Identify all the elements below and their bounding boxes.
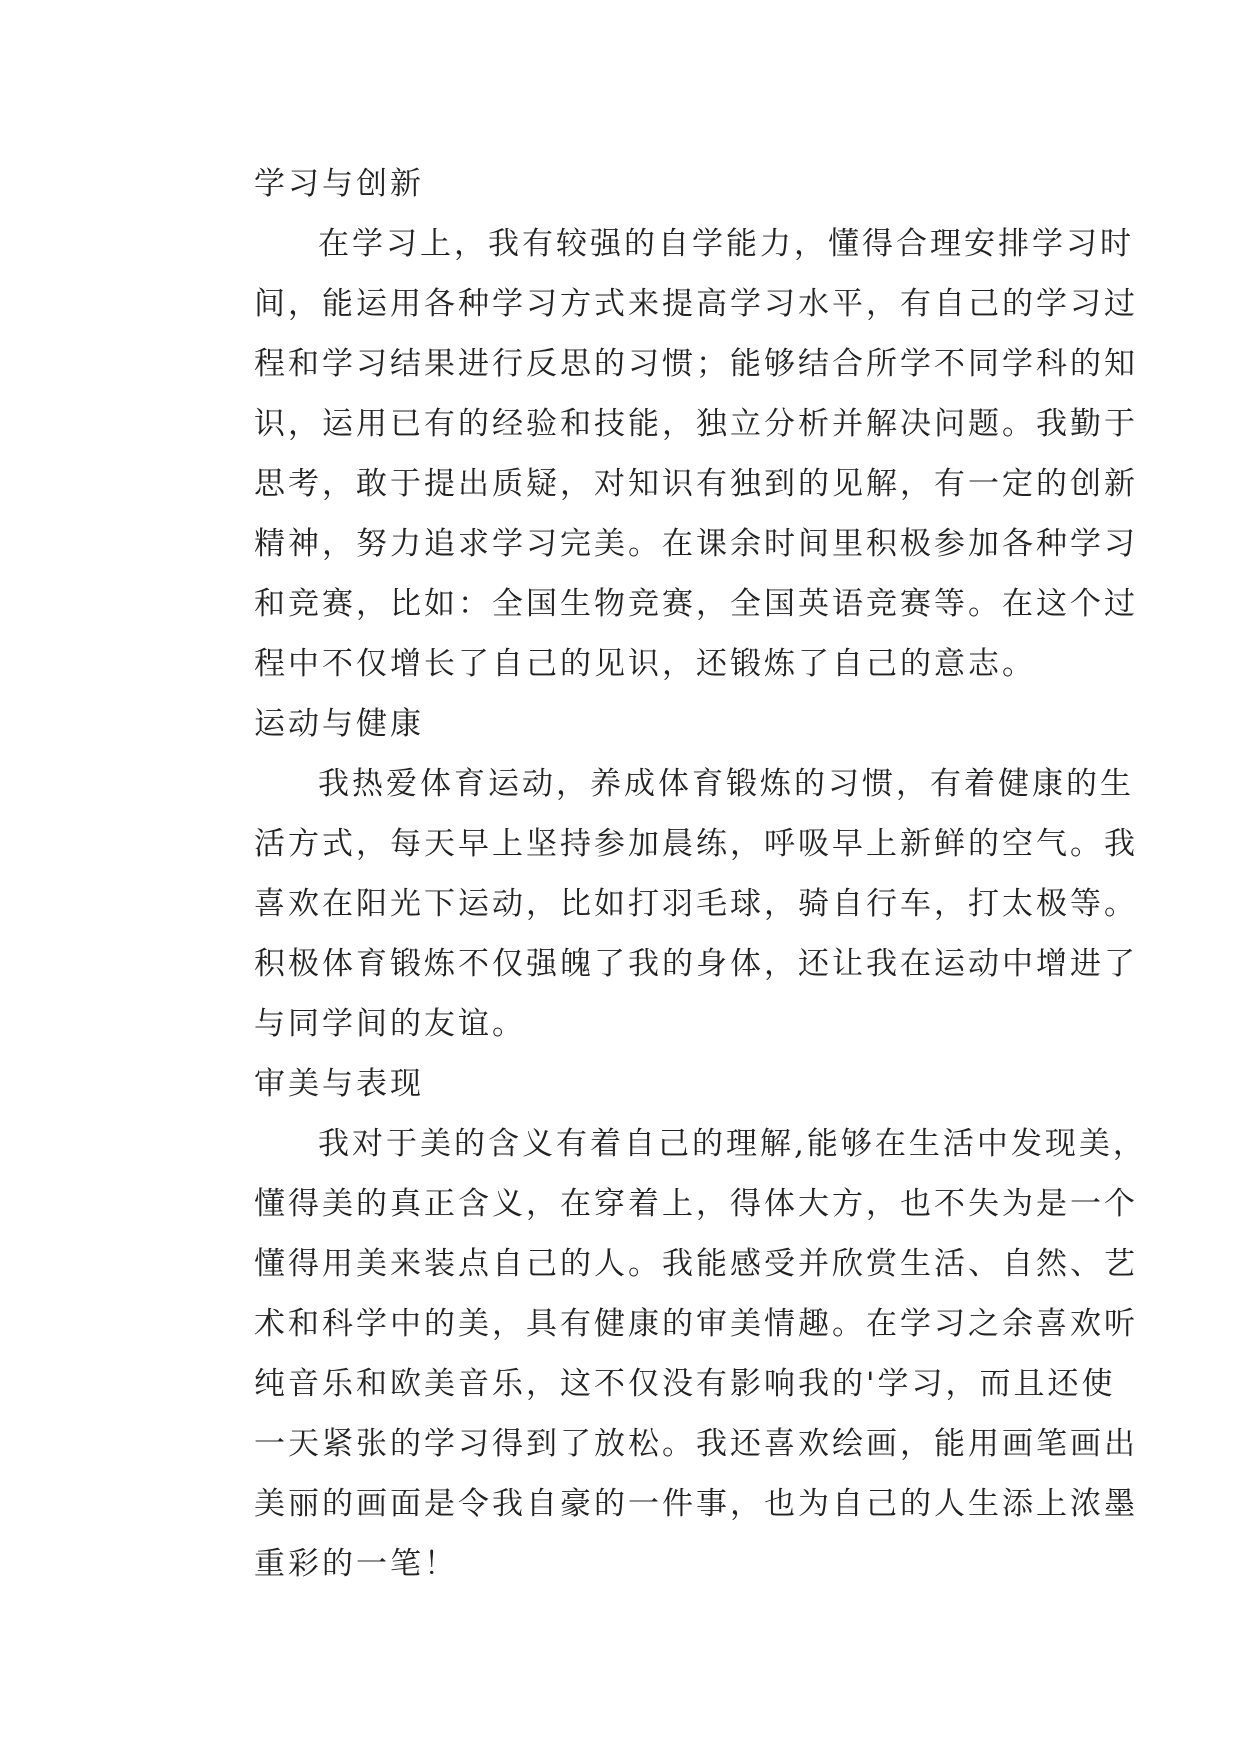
paragraph-line: 懂得用美来装点自己的人。我能感受并欣赏生活、自然、艺 [254,1246,1138,1282]
paragraph-line: 美丽的画面是令我自豪的一件事，也为自己的人生添上浓墨 [254,1486,1138,1522]
paragraph-line: 在学习上，我有较强的自学能力，懂得合理安排学习时 [318,226,1134,262]
paragraph-line: 术和科学中的美，具有健康的审美情趣。在学习之余喜欢听 [254,1306,1138,1342]
section-heading: 审美与表现 [254,1066,424,1102]
paragraph-line: 一天紧张的学习得到了放松。我还喜欢绘画，能用画笔画出 [254,1426,1138,1462]
section-paragraph [190,754,1138,1054]
paragraph-line: 我热爱体育运动，养成体育锻炼的习惯，有着健康的生 [318,766,1134,802]
document-body [190,154,1147,1594]
paragraph-line: 识，运用已有的经验和技能，独立分析并解决问题。我勤于 [254,406,1138,442]
paragraph-line: 间，能运用各种学习方式来提高学习水平，有自己的学习过 [254,286,1138,322]
paragraph-line: 和竞赛，比如：全国生物竞赛，全国英语竞赛等。在这个过 [254,586,1138,622]
section-heading: 学习与创新 [254,166,424,202]
paragraph-line: 重彩的一笔！ [254,1546,458,1582]
paragraph-line: 程和学习结果进行反思的习惯；能够结合所学不同学科的知 [254,346,1138,382]
paragraph-line: 喜欢在阳光下运动，比如打羽毛球，骑自行车，打太极等。 [254,886,1138,922]
paragraph-line: 懂得美的真正含义，在穿着上，得体大方，也不失为是一个 [254,1186,1138,1222]
paragraph-line: 纯音乐和欧美音乐，这不仅没有影响我的'学习，而且还使 [254,1366,1116,1402]
paragraph-line: 精神，努力追求学习完美。在课余时间里积极参加各种学习 [254,526,1138,562]
paragraph-line: 积极体育锻炼不仅强魄了我的身体，还让我在运动中增进了 [254,946,1138,982]
paragraph-line: 我对于美的含义有着自己的理解,能够在生活中发现美， [318,1126,1147,1162]
section-paragraph [190,1114,1147,1594]
paragraph-line: 程中不仅增长了自己的见识，还锻炼了自己的意志。 [254,646,1036,682]
paragraph-line: 思考，敢于提出质疑，对知识有独到的见解，有一定的创新 [254,466,1138,502]
paragraph-line: 与同学间的友谊。 [254,1006,526,1042]
section-paragraph [190,214,1138,694]
paragraph-line: 活方式，每天早上坚持参加晨练，呼吸早上新鲜的空气。我 [254,826,1138,862]
section-heading: 运动与健康 [254,706,424,742]
